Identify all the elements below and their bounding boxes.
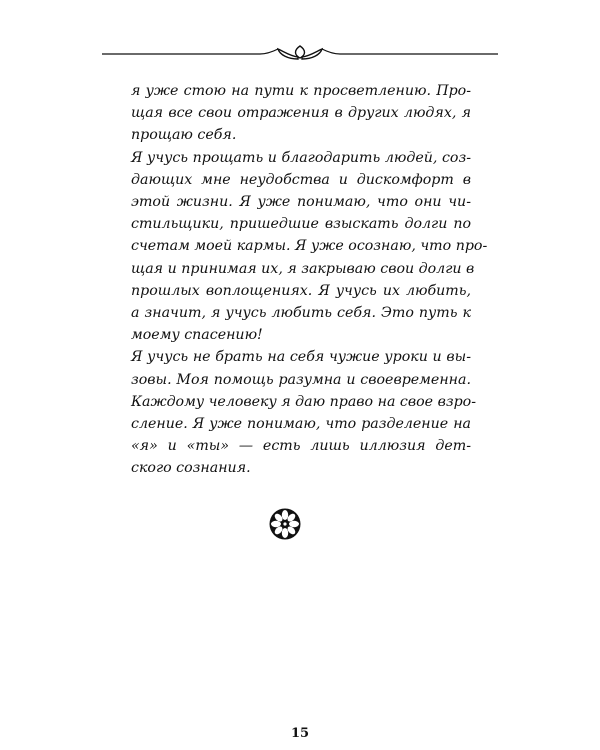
text-line: стильщики, пришедшие взыскать долги по (131, 216, 471, 233)
text-line: моему спасению! (131, 327, 263, 344)
text-line: дающих мне неудобства и дискомфорт в (131, 171, 471, 188)
body-text (131, 80, 488, 480)
text-line: Я учусь прощать и благодарить людей, соз- (131, 149, 471, 166)
page-number: 15 (290, 726, 310, 741)
text-line: «я» и «ты» — есть лишь иллюзия дет- (131, 438, 471, 455)
lotus-icon (100, 42, 500, 62)
text-line: этой жизни. Я уже понимаю, что они чи- (131, 194, 471, 211)
text-line: я уже стою на пути к просветлению. Про- (131, 83, 471, 99)
text-line: счетам моей кармы. Я уже осознаю, что про- (131, 238, 488, 255)
text-line: ского сознания. (131, 460, 251, 477)
text-line: сление. Я уже понимаю, что разделение на (131, 416, 471, 433)
text-line: Я учусь не брать на себя чужие уроки и вы- (131, 349, 471, 366)
header-ornament-rule (100, 42, 500, 62)
text-line: прошлых воплощениях. Я учусь их любить, (131, 282, 471, 299)
text-line: щая и принимая их, я закрываю свои долги в (131, 260, 475, 277)
text-line: Каждому человеку я даю право на свое взро- (131, 393, 476, 410)
flower-icon (268, 507, 302, 541)
text-line: зовы. Моя помощь разумна и своевременна. (131, 371, 471, 388)
section-ornament (268, 507, 302, 541)
text-line: прощаю себя. (131, 127, 237, 144)
text-line: щая все свои отражения в других людях, я (131, 105, 471, 122)
text-line: а значит, я учусь любить себя. Это путь к (131, 305, 471, 322)
